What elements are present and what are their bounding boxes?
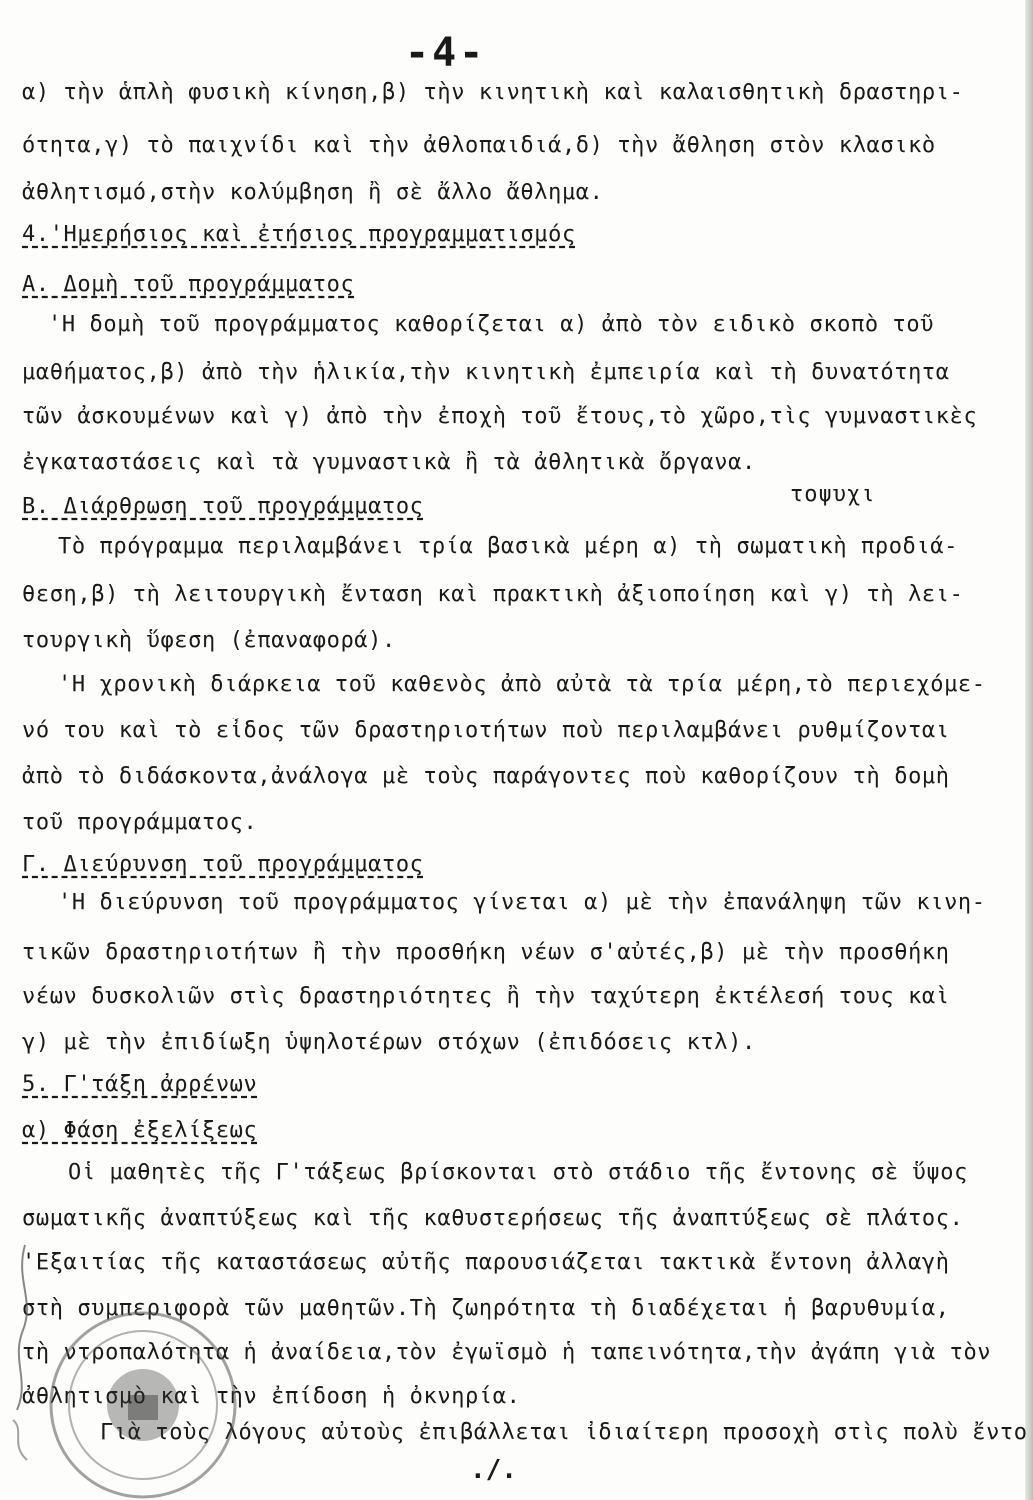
text-line: Οἱ μαθητὲς τῆς Γ'τάξεως βρίσκονται στὸ στάδιο τῆς ἔντονης σὲ ὕψος xyxy=(68,1160,968,1185)
page-number: -4- xyxy=(405,30,487,76)
text-line: τικῶν δραστηριοτήτων ἢ τὴν προσθήκη νέων σ'αὐτές,β) μὲ τὴν προσθήκη xyxy=(22,940,950,965)
subsection-heading-5a: α) Φάση ἐξελίξεως xyxy=(22,1118,258,1143)
text-line: σωματικῆς ἀναπτύξεως καὶ τῆς καθυστερήσεως τῆς ἀναπτύξεως σὲ πλάτος. xyxy=(22,1206,964,1231)
text-line: τοῦ προγράμματος. xyxy=(22,810,258,835)
section-heading-c: Γ. Διεύρυνση τοῦ προγράμματος xyxy=(22,852,424,877)
text-line: α) τὴν ἁπλὴ φυσικὴ κίνηση,β) τὴν κινητικὴ καὶ καλαισθητικὴ δραστηρι- xyxy=(22,80,964,105)
text-line: ἀπὸ τὸ διδάσκοντα,ἀνάλογα μὲ τοὺς παράγοντες ποὺ καθορίζουν τὴ δομὴ xyxy=(22,764,950,789)
text-line: τῶν ἀσκουμένων καὶ γ) ἀπὸ τὴν ἐποχὴ τοῦ ἔτους,τὸ χῶρο,τὶς γυμναστικὲς xyxy=(22,404,978,429)
official-stamp xyxy=(38,1300,248,1500)
text-line: νέων δυσκολιῶν στὶς δραστηριότητες ἢ τὴν ταχύτερη ἐκτέλεσή τους καὶ xyxy=(22,984,950,1009)
text-line: γ) μὲ τὴν ἐπιδίωξη ὑψηλοτέρων στόχων (ἐπιδόσεις κτλ). xyxy=(22,1030,756,1055)
text-line: θεση,β) τὴ λειτουργικὴ ἔνταση καὶ πρακτικὴ ἀξιοποίηση καὶ γ) τὴ λει- xyxy=(22,582,964,607)
text-line: στὴ συμπεριφορὰ τῶν μαθητῶν.Τὴ ζωηρότητα τὴ διαδέχεται ἡ βαρυθυμία, xyxy=(22,1296,950,1321)
text-line: 'Η διεύρυνση τοῦ προγράμματος γίνεται α) μὲ τὴν ἐπανάληψη τῶν κινη- xyxy=(58,890,986,915)
section-heading-5: 5. Γ'τάξη ἀρρένων xyxy=(22,1072,258,1097)
text-line: 'Η δομὴ τοῦ προγράμματος καθορίζεται α) ἀπὸ τὸν ειδικὸ σκοπὸ τοῦ xyxy=(48,312,935,337)
text-line: 'Η χρονικὴ διάρκεια τοῦ καθενὸς ἀπὸ αὐτὰ τὰ τρία μέρη,τὸ περιεχόμε- xyxy=(58,672,986,697)
section-heading-4: 4.'Ημερήσιος καὶ ἐτήσιος προγραμματισμός xyxy=(22,222,576,247)
text-line: τὴ ντροπαλότητα ἡ ἀναίδεια,τὸν ἐγωϊσμὸ ἡ ταπεινότητα,τὴν ἀγάπη γιὰ τὸν xyxy=(22,1340,992,1365)
section-heading-a: Α. Δομὴ τοῦ προγράμματος xyxy=(22,272,355,297)
text-line: Τὸ πρόγραμμα περιλαμβάνει τρία βασικὰ μέρη α) τὴ σωματικὴ προδιά- xyxy=(58,534,958,559)
margin-signature xyxy=(5,1240,45,1480)
text-line: ἀθλητισμό,στὴν κολύμβηση ἢ σὲ ἄλλο ἄθλημα. xyxy=(22,180,604,205)
text-line: ἐγκαταστάσεις καὶ τὰ γυμναστικὰ ἢ τὰ ἀθλητικὰ ὄργανα. xyxy=(22,450,756,475)
text-line: νό του καὶ τὸ εἶδος τῶν δραστηριοτήτων ποὺ περιλαμβάνει ρυθμίζονται xyxy=(22,718,950,743)
text-line: 'Εξαιτίας τῆς καταστάσεως αὐτῆς παρουσιάζεται τακτικὰ ἔντονη ἀλλαγὴ xyxy=(22,1250,950,1275)
continuation-mark: ./. xyxy=(470,1455,517,1485)
text-line: ότητα,γ) τὸ παιχνίδι καὶ τὴν ἀθλοπαιδιά,δ) τὴν ἄθληση στὸν κλασικὸ xyxy=(22,133,936,158)
handwritten-note: τοψυχι xyxy=(790,482,876,507)
text-line: Γιὰ τοὺς λόγους αὐτοὺς ἐπιβάλλεται ἰδιαίτερη προσοχὴ στὶς πολὺ ἔντο xyxy=(100,1420,1028,1445)
section-heading-b: Β. Διάρθρωση τοῦ προγράμματος xyxy=(22,494,424,519)
text-line: ἀθλητισμὸ καὶ τὴν ἐπίδοση ἡ ὀκνηρία. xyxy=(22,1384,521,1409)
text-line: τουργικὴ ὕφεση (ἐπαναφορά). xyxy=(22,628,396,653)
page-edge-shadow xyxy=(1025,0,1033,1500)
text-line: μαθήματος,β) ἀπὸ τὴν ἡλικία,τὴν κινητικὴ ἐμπειρία καὶ τὴ δυνατότητα xyxy=(22,360,950,385)
